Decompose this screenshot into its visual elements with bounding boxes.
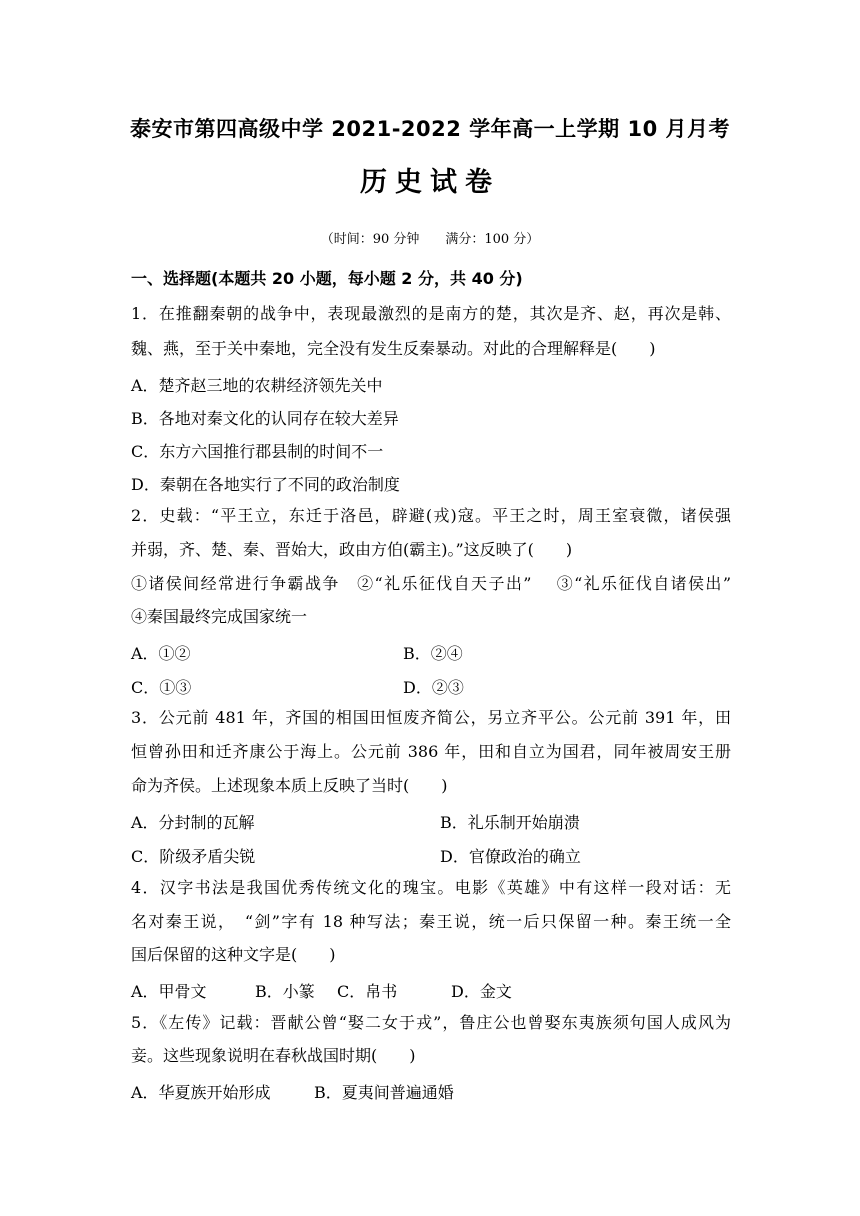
question-4-line-1: 4．汉字书法是我国优秀传统文化的瑰宝。电影《英雄》中有这样一段对话：无 [131,878,731,897]
question-1-option-b: B．各地对秦文化的认同存在较大差异 [131,409,399,428]
question-2-line-3: ①诸侯间经常进行争霸战争 ②“礼乐征伐自天子出” ③“礼乐征伐自诸侯出” [131,574,731,593]
question-1-line-2: 魏、燕，至于关中秦地，完全没有发生反秦暴动。对此的合理解释是( ) [131,339,656,358]
question-2-line-2: 并弱，齐、楚、秦、晋始大，政由方伯(霸主)。”这反映了( ) [131,540,573,559]
exam-time-score-info: （时间：90 分钟 满分：100 分） [320,232,540,247]
question-2-line-1: 2．史载：“平王立，东迁于洛邑，辟避(戎)寇。平王之时，周王室衰微，诸侯强 [131,506,731,525]
question-5-option-b: B．夏夷间普遍通婚 [314,1083,454,1102]
question-2-option-a: A．①② [131,644,191,663]
question-3-line-3: 命为齐侯。上述现象本质上反映了当时( ) [131,776,448,795]
question-5-option-a: A．华夏族开始形成 [131,1083,271,1102]
question-2-option-c: C．①③ [131,678,192,697]
exam-title: 泰安市第四高级中学 2021-2022 学年高一上学期 10 月月考 [129,117,731,141]
question-5-line-2: 妾。这些现象说明在春秋战国时期( ) [131,1046,416,1065]
question-2-option-b: B．②④ [403,644,463,663]
question-5-line-1: 5．《左传》记载：晋献公曾“娶二女于戎”，鲁庄公也曾娶东夷族须句国人成风为 [131,1013,731,1032]
question-4-line-3: 国后保留的这种文字是( ) [131,945,336,964]
question-4-option-d: D．金文 [451,982,512,1001]
question-4-option-b: B．小篆 [255,982,315,1001]
question-3-option-c: C．阶级矛盾尖锐 [131,847,256,866]
section-heading: 一、选择题(本题共 20 小题，每小题 2 分，共 40 分) [131,269,523,288]
question-1-option-c: C．东方六国推行郡县制的时间不一 [131,442,384,461]
question-3-line-1: 3．公元前 481 年，齐国的相国田恒废齐简公，另立齐平公。公元前 391 年，田 [131,708,731,727]
question-3-line-2: 恒曾孙田和迁齐康公于海上。公元前 386 年，田和自立为国君，同年被周安王册 [131,742,731,761]
question-1-option-d: D．秦朝在各地实行了不同的政治制度 [131,475,400,494]
exam-subject-title: 历史试卷 [360,167,500,198]
question-4-option-c: C．帛书 [337,982,398,1001]
question-4-option-a: A．甲骨文 [131,982,207,1001]
question-3-option-d: D．官僚政治的确立 [440,847,581,866]
question-1-line-1: 1．在推翻秦朝的战争中，表现最激烈的是南方的楚，其次是齐、赵，再次是韩、 [131,304,731,323]
question-2-line-4: ④秦国最终完成国家统一 [131,607,308,626]
question-3-option-b: B．礼乐制开始崩溃 [440,813,580,832]
question-1-option-a: A．楚齐赵三地的农耕经济领先关中 [131,376,383,395]
question-4-line-2: 名对秦王说， “剑”字有 18 种写法；秦王说，统一后只保留一种。秦王统一全 [131,912,731,931]
question-3-option-a: A．分封制的瓦解 [131,813,255,832]
question-2-option-d: D．②③ [403,678,464,697]
